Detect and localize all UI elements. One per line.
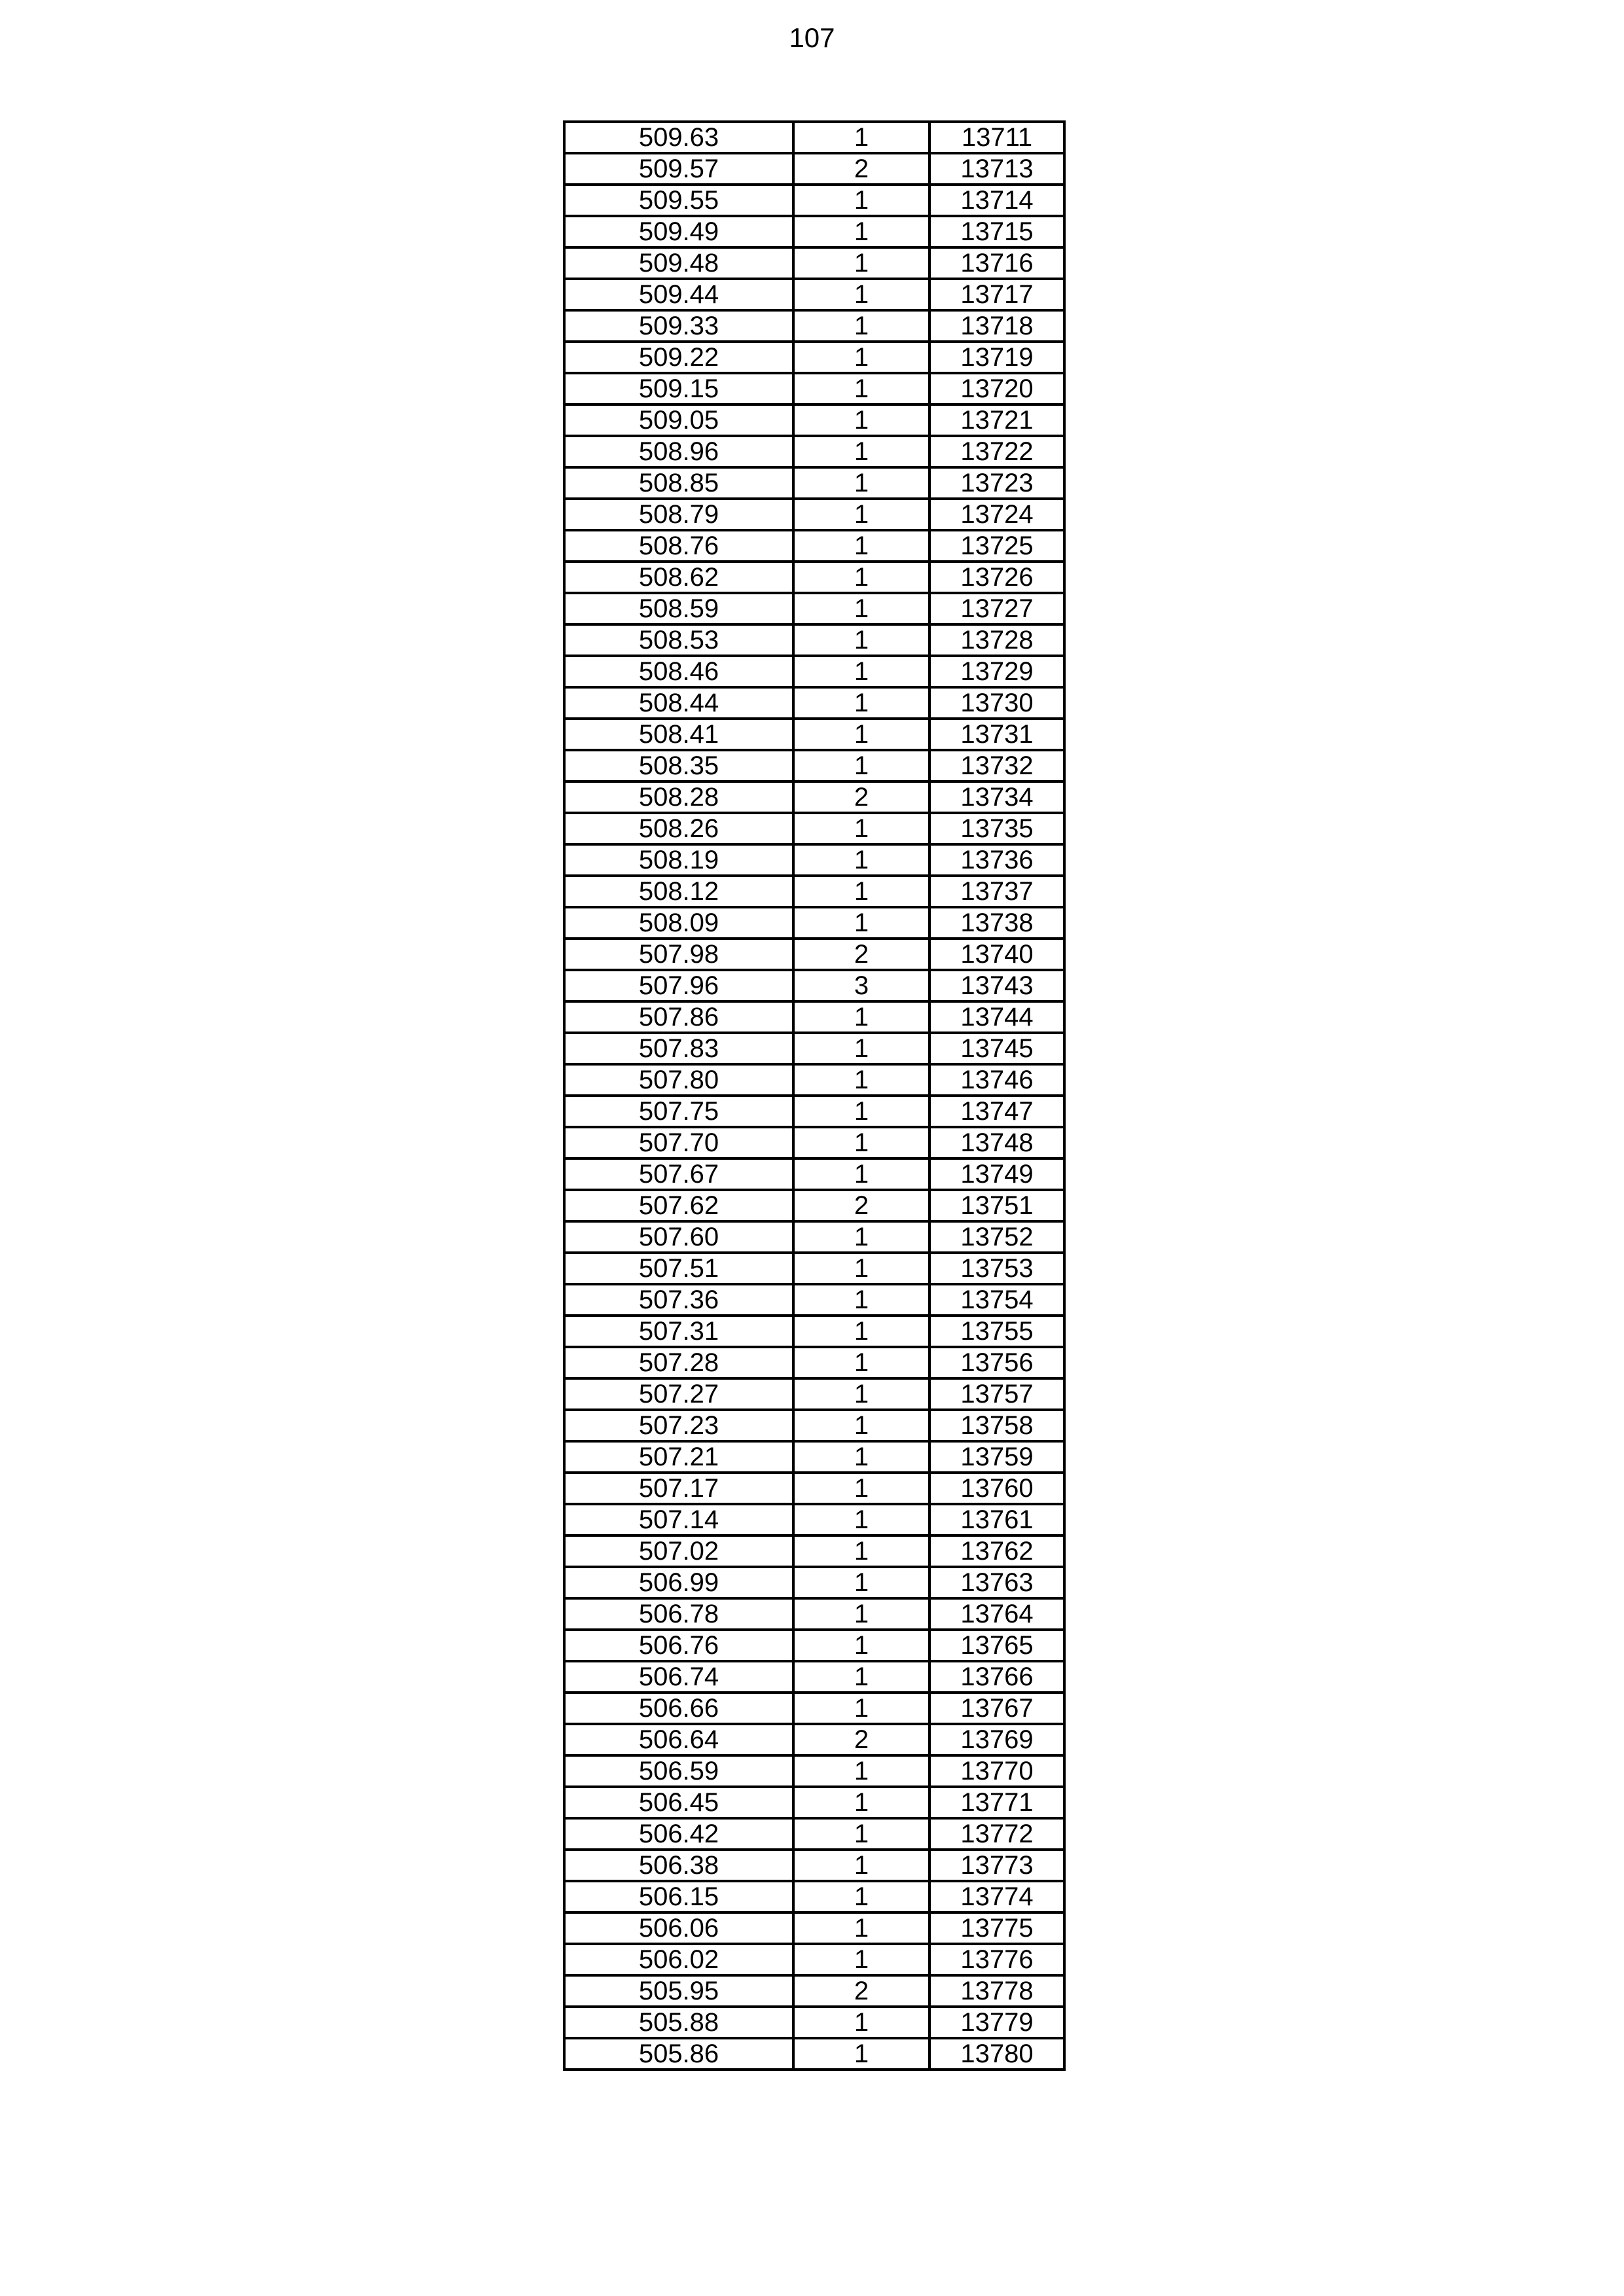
value-cell: 507.83 — [564, 1033, 793, 1064]
value-cell: 509.57 — [564, 153, 793, 185]
value-cell: 507.60 — [564, 1221, 793, 1253]
cumulative-cell: 13755 — [929, 1316, 1064, 1347]
count-cell: 1 — [793, 562, 929, 593]
value-cell: 506.76 — [564, 1630, 793, 1661]
count-cell: 1 — [793, 2007, 929, 2038]
table-row — [564, 1535, 1064, 1567]
table-row — [564, 1944, 1064, 1975]
table-row — [564, 1221, 1064, 1253]
table-row — [564, 1661, 1064, 1693]
cumulative-cell: 13765 — [929, 1630, 1064, 1661]
table-row — [564, 1755, 1064, 1787]
cumulative-cell: 13770 — [929, 1755, 1064, 1787]
cumulative-cell: 13716 — [929, 247, 1064, 279]
value-cell: 508.79 — [564, 499, 793, 530]
table-row — [564, 1693, 1064, 1724]
value-cell: 508.62 — [564, 562, 793, 593]
table-row — [564, 1284, 1064, 1316]
value-cell: 509.15 — [564, 373, 793, 404]
cumulative-cell: 13738 — [929, 907, 1064, 939]
count-cell: 1 — [793, 1316, 929, 1347]
cumulative-cell: 13734 — [929, 781, 1064, 813]
cumulative-cell: 13752 — [929, 1221, 1064, 1253]
cumulative-cell: 13762 — [929, 1535, 1064, 1567]
table-row — [564, 1127, 1064, 1158]
count-cell: 1 — [793, 1033, 929, 1064]
table-row — [564, 1033, 1064, 1064]
cumulative-cell: 13731 — [929, 719, 1064, 750]
count-cell: 1 — [793, 1473, 929, 1504]
cumulative-cell: 13771 — [929, 1787, 1064, 1818]
cumulative-cell: 13747 — [929, 1096, 1064, 1127]
count-cell: 2 — [793, 781, 929, 813]
cumulative-cell: 13760 — [929, 1473, 1064, 1504]
value-cell: 506.78 — [564, 1598, 793, 1630]
value-cell: 507.36 — [564, 1284, 793, 1316]
cumulative-cell: 13773 — [929, 1850, 1064, 1881]
cumulative-cell: 13751 — [929, 1190, 1064, 1221]
table-row — [564, 1190, 1064, 1221]
value-cell: 507.75 — [564, 1096, 793, 1127]
value-cell: 508.41 — [564, 719, 793, 750]
cumulative-cell: 13713 — [929, 153, 1064, 185]
count-cell: 1 — [793, 436, 929, 467]
table-row — [564, 247, 1064, 279]
count-cell: 1 — [793, 907, 929, 939]
table-row — [564, 404, 1064, 436]
table-row — [564, 1253, 1064, 1284]
value-cell: 505.95 — [564, 1975, 793, 2007]
count-cell: 1 — [793, 1158, 929, 1190]
table-row — [564, 530, 1064, 562]
count-cell: 2 — [793, 1190, 929, 1221]
table-row — [564, 279, 1064, 310]
count-cell: 1 — [793, 1850, 929, 1881]
cumulative-cell: 13775 — [929, 1912, 1064, 1944]
table-row — [564, 153, 1064, 185]
table-row — [564, 593, 1064, 624]
value-cell: 508.19 — [564, 844, 793, 876]
table-row — [564, 436, 1064, 467]
table-row — [564, 781, 1064, 813]
value-cell: 508.59 — [564, 593, 793, 624]
cumulative-cell: 13749 — [929, 1158, 1064, 1190]
cumulative-cell: 13756 — [929, 1347, 1064, 1378]
table-row — [564, 1316, 1064, 1347]
count-cell: 1 — [793, 310, 929, 342]
count-cell: 1 — [793, 844, 929, 876]
cumulative-cell: 13728 — [929, 624, 1064, 656]
table-row — [564, 687, 1064, 719]
table-row — [564, 1630, 1064, 1661]
cumulative-cell: 13717 — [929, 279, 1064, 310]
cumulative-cell: 13740 — [929, 939, 1064, 970]
cumulative-cell: 13711 — [929, 122, 1064, 153]
value-cell: 509.55 — [564, 185, 793, 216]
table-row — [564, 1504, 1064, 1535]
cumulative-cell: 13753 — [929, 1253, 1064, 1284]
cumulative-cell: 13766 — [929, 1661, 1064, 1693]
count-cell: 1 — [793, 1096, 929, 1127]
count-cell: 1 — [793, 404, 929, 436]
page-number: 107 — [789, 22, 835, 53]
count-cell: 1 — [793, 122, 929, 153]
value-cell: 508.44 — [564, 687, 793, 719]
value-cell: 509.05 — [564, 404, 793, 436]
table-row — [564, 907, 1064, 939]
count-cell: 1 — [793, 279, 929, 310]
cumulative-cell: 13772 — [929, 1818, 1064, 1850]
value-cell: 506.06 — [564, 1912, 793, 1944]
table-row — [564, 2007, 1064, 2038]
value-cell: 506.38 — [564, 1850, 793, 1881]
table-row — [564, 656, 1064, 687]
cumulative-cell: 13744 — [929, 1001, 1064, 1033]
table-body — [564, 122, 1064, 2070]
value-cell: 509.49 — [564, 216, 793, 247]
table-row — [564, 1850, 1064, 1881]
value-cell: 507.14 — [564, 1504, 793, 1535]
cumulative-cell: 13748 — [929, 1127, 1064, 1158]
cumulative-cell: 13774 — [929, 1881, 1064, 1912]
value-cell: 508.12 — [564, 876, 793, 907]
table-row — [564, 310, 1064, 342]
count-cell: 1 — [793, 1881, 929, 1912]
count-cell: 1 — [793, 624, 929, 656]
cumulative-cell: 13718 — [929, 310, 1064, 342]
cumulative-cell: 13719 — [929, 342, 1064, 373]
count-cell: 2 — [793, 1724, 929, 1755]
value-cell: 507.70 — [564, 1127, 793, 1158]
table-row — [564, 1787, 1064, 1818]
cumulative-cell: 13715 — [929, 216, 1064, 247]
table-row — [564, 1912, 1064, 1944]
value-cell: 509.63 — [564, 122, 793, 153]
cumulative-cell: 13735 — [929, 813, 1064, 844]
count-cell: 1 — [793, 1661, 929, 1693]
count-cell: 1 — [793, 876, 929, 907]
value-cell: 506.66 — [564, 1693, 793, 1724]
count-cell: 1 — [793, 1127, 929, 1158]
count-cell: 1 — [793, 467, 929, 499]
table-row — [564, 499, 1064, 530]
count-cell: 1 — [793, 687, 929, 719]
count-cell: 3 — [793, 970, 929, 1001]
value-cell: 509.44 — [564, 279, 793, 310]
value-cell: 506.59 — [564, 1755, 793, 1787]
value-cell: 508.28 — [564, 781, 793, 813]
count-cell: 1 — [793, 499, 929, 530]
count-cell: 1 — [793, 1410, 929, 1441]
count-cell: 1 — [793, 593, 929, 624]
value-cell: 505.88 — [564, 2007, 793, 2038]
cumulative-cell: 13726 — [929, 562, 1064, 593]
count-cell: 1 — [793, 1912, 929, 1944]
cumulative-cell: 13769 — [929, 1724, 1064, 1755]
count-cell: 1 — [793, 813, 929, 844]
table-row — [564, 467, 1064, 499]
cumulative-cell: 13720 — [929, 373, 1064, 404]
cumulative-cell: 13745 — [929, 1033, 1064, 1064]
value-cell: 508.26 — [564, 813, 793, 844]
count-cell: 1 — [793, 2038, 929, 2070]
count-cell: 1 — [793, 1787, 929, 1818]
value-cell: 507.80 — [564, 1064, 793, 1096]
count-cell: 1 — [793, 1441, 929, 1473]
table-row — [564, 1598, 1064, 1630]
cumulative-cell: 13714 — [929, 185, 1064, 216]
cumulative-cell: 13746 — [929, 1064, 1064, 1096]
value-cell: 507.51 — [564, 1253, 793, 1284]
value-cell: 506.74 — [564, 1661, 793, 1693]
cumulative-cell: 13736 — [929, 844, 1064, 876]
count-cell: 1 — [793, 656, 929, 687]
value-cell: 509.22 — [564, 342, 793, 373]
table-row — [564, 624, 1064, 656]
count-cell: 1 — [793, 1535, 929, 1567]
value-cell: 506.45 — [564, 1787, 793, 1818]
table-row — [564, 2038, 1064, 2070]
cumulative-cell: 13737 — [929, 876, 1064, 907]
count-cell: 1 — [793, 216, 929, 247]
table-row — [564, 750, 1064, 781]
value-cell: 507.21 — [564, 1441, 793, 1473]
table-row — [564, 1724, 1064, 1755]
table-row — [564, 1410, 1064, 1441]
cumulative-cell: 13776 — [929, 1944, 1064, 1975]
count-cell: 1 — [793, 530, 929, 562]
table-row — [564, 1473, 1064, 1504]
value-cell: 507.96 — [564, 970, 793, 1001]
count-cell: 2 — [793, 1975, 929, 2007]
cumulative-cell: 13763 — [929, 1567, 1064, 1598]
cumulative-cell: 13758 — [929, 1410, 1064, 1441]
cumulative-cell: 13743 — [929, 970, 1064, 1001]
table-row — [564, 1881, 1064, 1912]
cumulative-cell: 13757 — [929, 1378, 1064, 1410]
table-row — [564, 1378, 1064, 1410]
table-row — [564, 1096, 1064, 1127]
count-cell: 1 — [793, 1221, 929, 1253]
count-cell: 1 — [793, 1630, 929, 1661]
table-row — [564, 939, 1064, 970]
count-cell: 1 — [793, 247, 929, 279]
cumulative-cell: 13721 — [929, 404, 1064, 436]
table-row — [564, 1064, 1064, 1096]
count-cell: 1 — [793, 1944, 929, 1975]
value-cell: 508.53 — [564, 624, 793, 656]
value-cell: 508.96 — [564, 436, 793, 467]
count-cell: 1 — [793, 1347, 929, 1378]
cumulative-cell: 13761 — [929, 1504, 1064, 1535]
table-row — [564, 373, 1064, 404]
cumulative-cell: 13725 — [929, 530, 1064, 562]
value-cell: 507.67 — [564, 1158, 793, 1190]
table-row — [564, 122, 1064, 153]
count-cell: 1 — [793, 1755, 929, 1787]
table-row — [564, 1158, 1064, 1190]
table-row — [564, 813, 1064, 844]
count-cell: 1 — [793, 1284, 929, 1316]
count-cell: 1 — [793, 1693, 929, 1724]
table-row — [564, 342, 1064, 373]
value-cell: 507.62 — [564, 1190, 793, 1221]
cumulative-cell: 13764 — [929, 1598, 1064, 1630]
value-cell: 507.28 — [564, 1347, 793, 1378]
count-cell: 2 — [793, 153, 929, 185]
count-cell: 1 — [793, 1598, 929, 1630]
cumulative-cell: 13727 — [929, 593, 1064, 624]
cumulative-cell: 13724 — [929, 499, 1064, 530]
count-cell: 1 — [793, 1567, 929, 1598]
cumulative-cell: 13732 — [929, 750, 1064, 781]
value-cell: 507.31 — [564, 1316, 793, 1347]
cumulative-cell: 13723 — [929, 467, 1064, 499]
value-cell: 508.35 — [564, 750, 793, 781]
count-cell: 1 — [793, 1064, 929, 1096]
value-cell: 507.98 — [564, 939, 793, 970]
cumulative-cell: 13767 — [929, 1693, 1064, 1724]
count-cell: 1 — [793, 342, 929, 373]
count-cell: 1 — [793, 719, 929, 750]
cumulative-cell: 13722 — [929, 436, 1064, 467]
table-row — [564, 185, 1064, 216]
value-cell: 506.99 — [564, 1567, 793, 1598]
table-row — [564, 876, 1064, 907]
table-row — [564, 844, 1064, 876]
cumulative-cell: 13729 — [929, 656, 1064, 687]
cumulative-cell: 13779 — [929, 2007, 1064, 2038]
value-cell: 508.46 — [564, 656, 793, 687]
cumulative-cell: 13754 — [929, 1284, 1064, 1316]
value-cell: 508.85 — [564, 467, 793, 499]
count-cell: 1 — [793, 1253, 929, 1284]
value-cell: 505.86 — [564, 2038, 793, 2070]
value-cell: 509.33 — [564, 310, 793, 342]
cumulative-cell: 13780 — [929, 2038, 1064, 2070]
value-cell: 509.48 — [564, 247, 793, 279]
count-cell: 1 — [793, 1504, 929, 1535]
count-cell: 1 — [793, 1001, 929, 1033]
value-cell: 507.17 — [564, 1473, 793, 1504]
count-cell: 1 — [793, 185, 929, 216]
cumulative-cell: 13778 — [929, 1975, 1064, 2007]
value-cell: 506.15 — [564, 1881, 793, 1912]
table-row — [564, 1975, 1064, 2007]
table-row — [564, 1567, 1064, 1598]
value-cell: 507.02 — [564, 1535, 793, 1567]
data-table — [563, 120, 1066, 2071]
count-cell: 1 — [793, 373, 929, 404]
value-cell: 508.76 — [564, 530, 793, 562]
value-cell: 508.09 — [564, 907, 793, 939]
value-cell: 507.27 — [564, 1378, 793, 1410]
count-cell: 1 — [793, 1818, 929, 1850]
table-row — [564, 1818, 1064, 1850]
count-cell: 2 — [793, 939, 929, 970]
count-cell: 1 — [793, 750, 929, 781]
table-row — [564, 719, 1064, 750]
value-cell: 506.42 — [564, 1818, 793, 1850]
table-row — [564, 1347, 1064, 1378]
value-cell: 507.23 — [564, 1410, 793, 1441]
value-cell: 507.86 — [564, 1001, 793, 1033]
table-row — [564, 1001, 1064, 1033]
value-cell: 506.64 — [564, 1724, 793, 1755]
table-row — [564, 562, 1064, 593]
table-row — [564, 216, 1064, 247]
table-row — [564, 1441, 1064, 1473]
cumulative-cell: 13759 — [929, 1441, 1064, 1473]
table-row — [564, 970, 1064, 1001]
value-cell: 506.02 — [564, 1944, 793, 1975]
cumulative-cell: 13730 — [929, 687, 1064, 719]
count-cell: 1 — [793, 1378, 929, 1410]
